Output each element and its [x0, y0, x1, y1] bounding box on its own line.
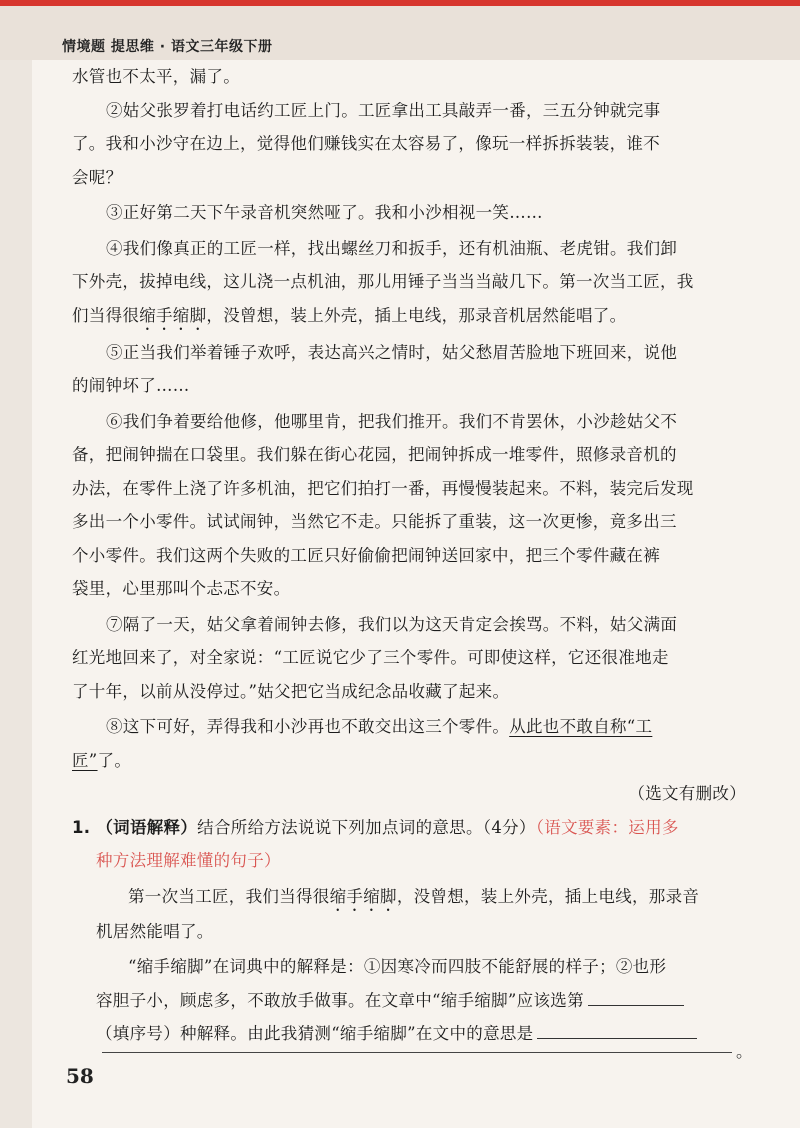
underlined-sentence: 匠”: [72, 750, 98, 770]
page-number: 58: [66, 1064, 94, 1088]
passage-line: ④我们像真正的工匠一样，找出螺丝刀和扳手，还有机油瓶、老虎钳。我们卸: [106, 238, 678, 258]
passage-line: ⑦隔了一天，姑父拿着闹钟去修，我们以为这天肯定会挨骂。不料，姑父满面: [106, 614, 678, 634]
passage-line: 下外壳，拔掉电线，这儿浇一点机油，那儿用锤子当当当敲几下。第一次当工匠，我: [72, 272, 694, 291]
passage-line: [72, 744, 752, 778]
passage-line: 个小零件。我们这两个失败的工匠只好偷偷把闹钟送回家中，把三个零件藏在裤: [72, 545, 660, 565]
definition-line: [72, 1017, 752, 1051]
passage-line: 水管也不太平，漏了。: [72, 67, 240, 86]
definition-line: “缩手缩脚”在词典中的解释是：①因寒冷而四肢不能舒展的样子；②也形: [128, 957, 667, 976]
header-accent-stripe: [0, 0, 800, 6]
answer-blank-meaning[interactable]: [537, 1019, 697, 1039]
question-prompt: 结合所给方法说说下列加点词的意思。（4分）: [197, 817, 536, 837]
passage-line: 红光地回来了，对全家说：“工匠说它少了三个零件。可即使这样，它还很准地走: [72, 648, 669, 667]
source-note: （选文有删改）: [628, 784, 746, 803]
answer-blank-number[interactable]: [588, 986, 684, 1006]
passage-line: 的闹钟坏了……: [72, 376, 190, 395]
question-hint: （语文要素：运用多: [535, 817, 679, 837]
question-number: 1.: [72, 817, 91, 837]
passage-line: 袋里，心里那叫个忐忑不安。: [72, 579, 291, 598]
definition-text: 容胆子小，顾虑多，不敢放手做事。在文章中“缩手缩脚”应该选第: [96, 990, 584, 1010]
passage-line: ③正好第二天下午录音机突然哑了。我和小沙相视一笑……: [106, 203, 543, 222]
definition-line: [72, 984, 752, 1018]
passage-line: 备，把闹钟揣在口袋里。我们躲在街心花园，把闹钟拆成一堆零件，照修录音机的: [72, 445, 677, 464]
passage-line: [72, 299, 752, 334]
dotted-word: 缩手缩脚: [329, 886, 397, 906]
definition-text: （填序号）种解释。由此我猜测“缩手缩脚”在文中的意思是: [96, 1024, 534, 1043]
answer-end-mark: 。: [736, 1042, 753, 1061]
passage-line: [72, 710, 752, 744]
passage-line: 了十年，以前从没停过。”姑父把它当成纪念品收藏了起来。: [72, 681, 510, 701]
quote-text: ，没曾想，装上外壳，插上电线，那录音: [396, 886, 700, 906]
passage-line: 了。我和小沙守在边上，觉得他们赚钱实在太容易了，像玩一样拆拆装装，谁不: [72, 134, 660, 153]
question-tag: （词语解释）: [96, 817, 198, 837]
passage-line: ⑥我们争着要给他修，他哪里肯，把我们推开。我们不肯罢休，小沙趁姑父不: [106, 411, 678, 431]
passage-line: ⑤正当我们举着锤子欢呼，表达高兴之情时，姑父愁眉苦脸地下班回来，说他: [106, 342, 678, 362]
question-hint-line: 种方法理解难懂的句子）: [96, 851, 281, 870]
dotted-word: 缩手缩脚: [139, 305, 207, 325]
passage-line: ②姑父张罗着打电话约工匠上门。工匠拿出工具敲弄一番，三五分钟就完事: [106, 100, 661, 120]
answer-line-full[interactable]: [102, 1052, 732, 1053]
main-content: [72, 60, 752, 1051]
passage-text: 们当得很: [72, 305, 140, 325]
passage-text: 了。: [97, 750, 132, 770]
quote-line: 机居然能唱了。: [96, 921, 214, 941]
quote-line: [72, 880, 752, 915]
passage-line: 办法，在零件上浇了许多机油，把它们拍打一番，再慢慢装起来。不料，装完后发现: [72, 478, 694, 498]
passage-line: 会呢？: [72, 167, 123, 187]
left-margin-strip: [0, 60, 32, 1128]
header-title: 情境题 提思维 · 语文三年级下册: [62, 39, 273, 55]
quote-text: 第一次当工匠，我们当得很: [128, 886, 330, 906]
underlined-sentence: 从此也不敢自称“工: [509, 717, 653, 736]
passage-text: ，没曾想，装上外壳，插上电线，那录音机居然能唱了。: [206, 305, 627, 325]
question-line: [72, 811, 752, 845]
passage-text: ⑧这下可好，弄得我和小沙再也不敢交出这三个零件。: [106, 717, 510, 736]
passage-line: 多出一个小零件。试试闹钟，当然它不走。只能拆了重装，这一次更惨，竟多出三: [72, 512, 677, 531]
